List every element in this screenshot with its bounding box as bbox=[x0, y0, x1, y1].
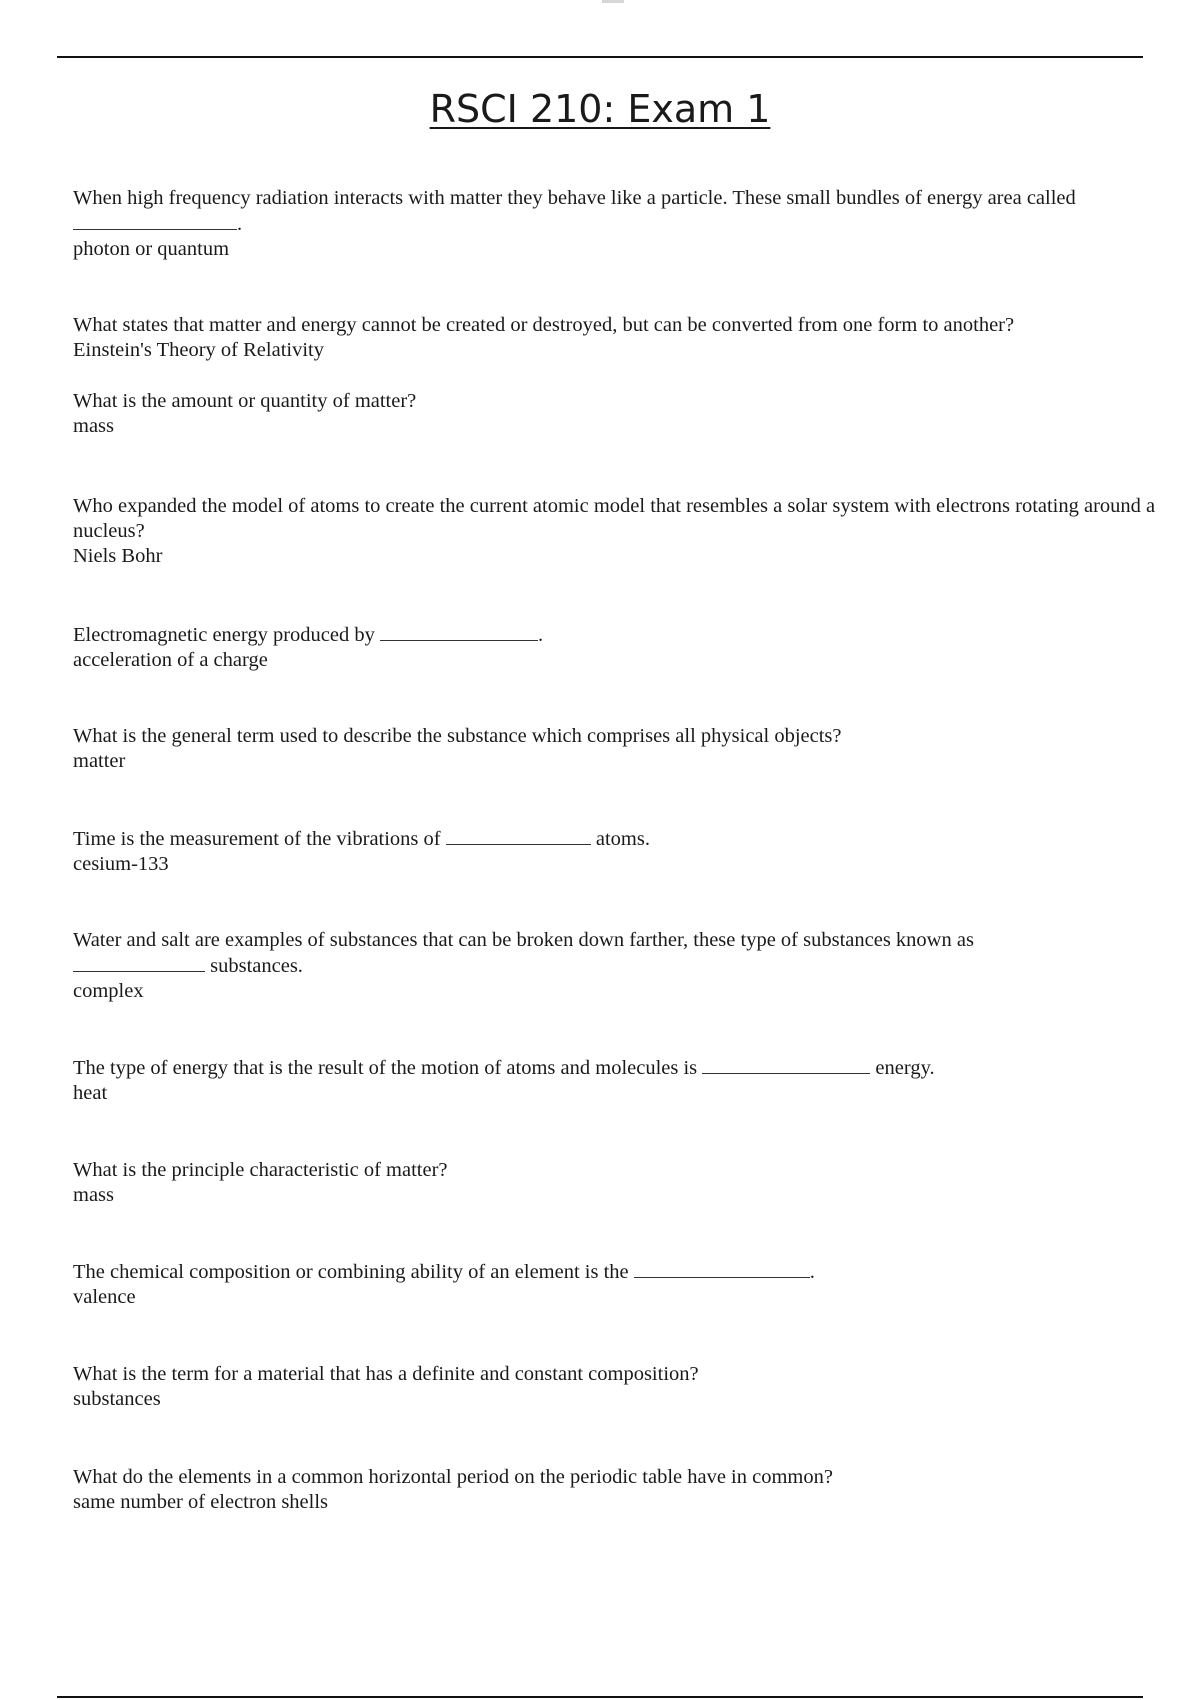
answer-text: same number of electron shells bbox=[73, 1491, 329, 1513]
qa-item bbox=[73, 494, 1163, 569]
qa-item bbox=[73, 928, 1163, 1004]
question-text: Time is the measurement of the vibrations of atoms. bbox=[73, 828, 650, 850]
top-page-mark bbox=[602, 0, 624, 3]
question-text: What is the term for a material that has a definite and constant composition? bbox=[73, 1363, 699, 1385]
answer-text: valence bbox=[73, 1286, 136, 1308]
question-text: When high frequency radiation interacts with matter they behave like a particle. These small bundles of energy area called . bbox=[73, 187, 1076, 235]
answer-text: heat bbox=[73, 1082, 108, 1104]
answer-blank bbox=[702, 1055, 870, 1074]
answer-text: Niels Bohr bbox=[73, 545, 163, 567]
qa-item bbox=[73, 826, 1163, 877]
qa-item bbox=[73, 313, 1163, 363]
qa-item bbox=[73, 1362, 1163, 1412]
question-text: Who expanded the model of atoms to create the current atomic model that resembles a solar system with electrons rotating around a nucleus? bbox=[73, 495, 1161, 542]
answer-text: photon or quantum bbox=[73, 238, 230, 260]
qa-item bbox=[73, 186, 1163, 262]
answer-blank bbox=[634, 1259, 810, 1278]
question-text: What is the general term used to describe the substance which comprises all physical objects? bbox=[73, 725, 842, 747]
header-rule bbox=[57, 56, 1143, 58]
question-text: The chemical composition or combining ability of an element is the . bbox=[73, 1261, 815, 1283]
answer-text: substances bbox=[73, 1388, 161, 1410]
qa-item bbox=[73, 622, 1163, 673]
question-text: What is the principle characteristic of matter? bbox=[73, 1159, 448, 1181]
answer-blank bbox=[73, 953, 205, 972]
qa-item bbox=[73, 1055, 1163, 1106]
answer-text: acceleration of a charge bbox=[73, 649, 268, 671]
answer-blank bbox=[446, 826, 591, 845]
qa-item bbox=[73, 1465, 1163, 1515]
answer-text: cesium-133 bbox=[73, 853, 169, 875]
qa-item bbox=[73, 1158, 1163, 1208]
answer-text: matter bbox=[73, 750, 126, 772]
question-text: Electromagnetic energy produced by . bbox=[73, 624, 544, 646]
question-text: What states that matter and energy cannot be created or destroyed, but can be converted from one form to another? bbox=[73, 314, 1015, 336]
question-text: Water and salt are examples of substances that can be broken down farther, these type of substances known as substances. bbox=[73, 929, 974, 977]
qa-item bbox=[73, 1259, 1163, 1310]
qa-item bbox=[73, 389, 1163, 439]
answer-text: complex bbox=[73, 980, 144, 1002]
answer-text: mass bbox=[73, 1184, 114, 1206]
qa-item bbox=[73, 724, 1163, 774]
answer-text: mass bbox=[73, 415, 114, 437]
answer-blank bbox=[380, 622, 538, 641]
footer-rule bbox=[57, 1696, 1143, 1698]
answer-blank bbox=[73, 211, 237, 230]
question-text: The type of energy that is the result of the motion of atoms and molecules is energy. bbox=[73, 1057, 935, 1079]
question-text: What do the elements in a common horizontal period on the periodic table have in common? bbox=[73, 1466, 833, 1488]
question-text: What is the amount or quantity of matter? bbox=[73, 390, 417, 412]
answer-text: Einstein's Theory of Relativity bbox=[73, 339, 324, 361]
page-title: RSCI 210: Exam 1 bbox=[429, 87, 771, 131]
